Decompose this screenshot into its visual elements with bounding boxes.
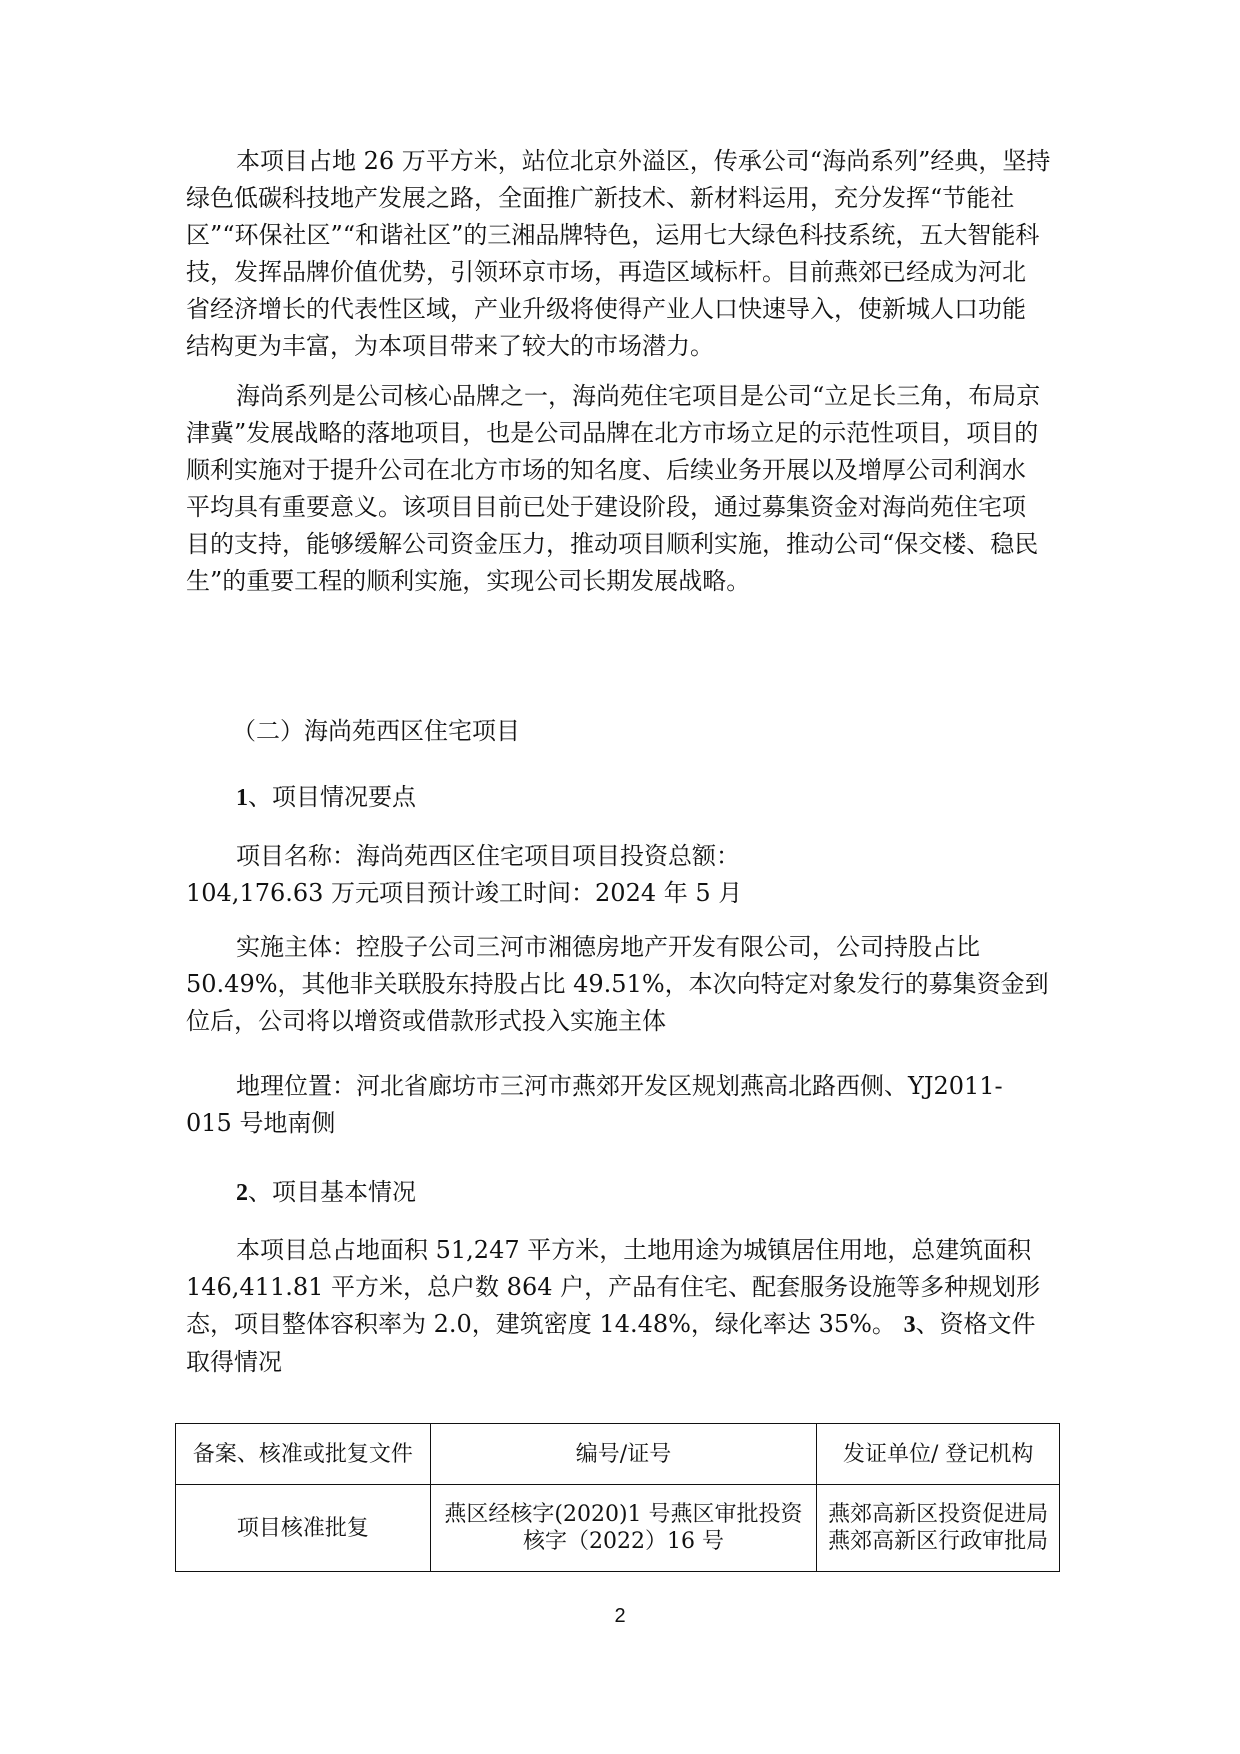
text-line: 目的支持，能够缓解公司资金压力，推动项目顺利实施，推动公司“保交楼、稳民 xyxy=(186,530,1039,558)
inline-heading-text: 、资格文件 xyxy=(915,1310,1036,1338)
text-line: 海尚系列是公司核心品牌之一，海尚苑住宅项目是公司“立足长三角，布局京 xyxy=(236,382,1041,410)
text-line: 顺利实施对于提升公司在北方市场的知名度、后续业务开展以及增厚公司利润水 xyxy=(186,456,1026,484)
text-line: 本项目占地 26 万平方米，站位北京外溢区，传承公司“海尚系列”经典，坚持 xyxy=(236,147,1051,175)
subheading-project-highlights xyxy=(236,779,416,817)
paragraph-implementer xyxy=(186,929,1056,1040)
table-header-cell: 备案、核准或批复文件 xyxy=(176,1424,431,1485)
text-line: 项目名称：海尚苑西区住宅项目项目投资总额： xyxy=(236,842,740,870)
text-line: 015 号地南侧 xyxy=(186,1109,336,1137)
text-line: 技，发挥品牌价值优势，引领环京市场，再造区域标杆。目前燕郊已经成为河北 xyxy=(186,258,1026,286)
subheading-number: 2 xyxy=(236,1180,248,1206)
subheading-number: 1 xyxy=(236,785,248,811)
text-line xyxy=(186,1306,1056,1344)
text-line: 地理位置：河北省廊坊市三河市燕郊开发区规划燕高北路西侧、YJ2011- xyxy=(236,1072,1003,1100)
table-row xyxy=(176,1485,1060,1572)
text-line: 50.49%，其他非关联股东持股占比 49.51%，本次向特定对象发行的募集资金到 xyxy=(186,970,1049,998)
text-line: 实施主体：控股子公司三河市湘德房地产开发有限公司，公司持股占比 xyxy=(236,933,980,961)
table-header-cell: 编号/证号 xyxy=(430,1424,817,1485)
text-line: 津冀”发展战略的落地项目，也是公司品牌在北方市场立足的示范性项目，项目的 xyxy=(186,419,1039,447)
paragraph-location xyxy=(186,1068,1056,1142)
page-number: 2 xyxy=(614,1605,626,1627)
table-cell-type: 项目核准批复 xyxy=(176,1485,431,1572)
text-line: 104,176.63 万元项目预计竣工时间：2024 年 5 月 xyxy=(186,879,743,907)
paragraph-brand-significance xyxy=(186,378,1056,600)
subheading-text: 、项目基本情况 xyxy=(248,1178,416,1206)
paragraph-project-name xyxy=(186,838,1056,912)
text-line: 绿色低碳科技地产发展之路，全面推广新技术、新材料运用，充分发挥“节能社 xyxy=(186,184,1015,212)
text-line: 生”的重要工程的顺利实施，实现公司长期发展战略。 xyxy=(186,567,751,595)
table-cell-number: 燕区经核字(2020)1 号燕区审批投资核字（2022）16 号 xyxy=(430,1485,817,1572)
table-cell-issuer: 燕郊高新区投资促进局燕郊高新区行政审批局 xyxy=(817,1485,1060,1572)
text-line: 省经济增长的代表性区域，产业升级将使得产业人口快速导入，使新城人口功能 xyxy=(186,295,1026,323)
text-line: 区”“环保社区”“和谐社区”的三湘品牌特色，运用七大绿色科技系统，五大智能科 xyxy=(186,221,1040,249)
subheading-basic-info xyxy=(236,1174,416,1212)
subheading-text: 、项目情况要点 xyxy=(248,783,416,811)
text-fragment: 态，项目整体容积率为 2.0，建筑密度 14.48%，绿化率达 35%。 xyxy=(186,1310,896,1338)
text-line: 平均具有重要意义。该项目目前已处于建设阶段，通过募集资金对海尚苑住宅项 xyxy=(186,493,1026,521)
paragraph-basic-info xyxy=(186,1232,1056,1381)
text-line: 本项目总占地面积 51,247 平方米，土地用途为城镇居住用地，总建筑面积 xyxy=(236,1236,1032,1264)
qualification-documents-table xyxy=(175,1423,1060,1572)
text-line: 取得情况 xyxy=(186,1348,282,1376)
inline-heading-number: 3 xyxy=(903,1312,916,1338)
table-header-cell: 发证单位/ 登记机构 xyxy=(817,1424,1060,1485)
text-line: 位后，公司将以增资或借款形式投入实施主体 xyxy=(186,1007,666,1035)
section-heading: （二）海尚苑西区住宅项目 xyxy=(232,717,520,745)
table-header-row xyxy=(176,1424,1060,1485)
text-line: 146,411.81 平方米，总户数 864 户，产品有住宅、配套服务设施等多种规划形 xyxy=(186,1273,1041,1301)
paragraph-project-overview xyxy=(186,143,1056,365)
text-line: 结构更为丰富，为本项目带来了较大的市场潜力。 xyxy=(186,332,714,360)
